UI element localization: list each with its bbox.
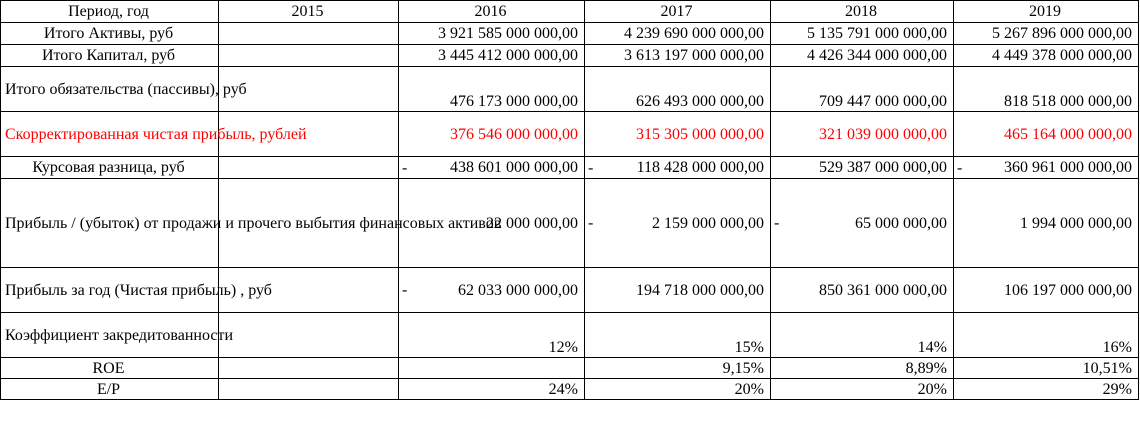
year-header-2019: 2019 xyxy=(954,1,1139,23)
negative-sign: - xyxy=(402,281,408,299)
value-cell: 376 546 000 000,00 xyxy=(399,112,585,157)
table-row xyxy=(1,45,1139,67)
value-cell xyxy=(219,268,399,313)
table-row xyxy=(1,179,1139,268)
value-cell: 3 445 412 000 000,00 xyxy=(399,45,585,67)
row-label: ROE xyxy=(1,358,219,379)
value-cell xyxy=(219,313,399,358)
value-cell xyxy=(219,67,399,112)
value-cell: 4 239 690 000 000,00 xyxy=(585,23,771,45)
value-cell: 5 267 896 000 000,00 xyxy=(954,23,1139,45)
row-label: Итого Активы, руб xyxy=(1,23,219,45)
value-cell xyxy=(771,179,954,268)
value-cell xyxy=(399,268,585,313)
value-cell: 106 197 000 000,00 xyxy=(954,268,1139,313)
value-cell xyxy=(399,358,585,379)
negative-sign: - xyxy=(588,159,594,176)
value-cell: 20% xyxy=(585,379,771,400)
row-label: Прибыль / (убыток) от продажи и прочего выбытия финансовых активов xyxy=(1,179,219,268)
value-cell: 16% xyxy=(954,313,1139,358)
value-cell xyxy=(219,45,399,67)
negative-sign: - xyxy=(402,159,408,176)
value-cell: 4 449 378 000 000,00 xyxy=(954,45,1139,67)
value-cell: 12% xyxy=(399,313,585,358)
value-cell: 476 173 000 000,00 xyxy=(399,67,585,112)
value-text: 65 000 000,00 xyxy=(855,214,947,232)
value-cell: 315 305 000 000,00 xyxy=(585,112,771,157)
value-cell: 3 613 197 000 000,00 xyxy=(585,45,771,67)
value-cell xyxy=(219,112,399,157)
value-cell: 10,51% xyxy=(954,358,1139,379)
row-label: Курсовая разница, руб xyxy=(1,157,219,179)
value-cell xyxy=(399,157,585,179)
value-cell xyxy=(219,358,399,379)
value-cell: 22 000 000,00 xyxy=(399,179,585,268)
row-label: Прибыль за год (Чистая прибыль) , руб xyxy=(1,268,219,313)
value-text: 2 159 000 000,00 xyxy=(652,214,764,232)
value-cell: 15% xyxy=(585,313,771,358)
row-label: Итого Капитал, руб xyxy=(1,45,219,67)
table-row xyxy=(1,67,1139,112)
year-header-2015: 2015 xyxy=(219,1,399,23)
value-cell: 5 135 791 000 000,00 xyxy=(771,23,954,45)
value-cell xyxy=(585,157,771,179)
row-label: Коэффициент закредитованности xyxy=(1,313,219,358)
value-cell: 850 361 000 000,00 xyxy=(771,268,954,313)
value-cell: 3 921 585 000 000,00 xyxy=(399,23,585,45)
value-cell: 9,15% xyxy=(585,358,771,379)
value-text: 360 961 000 000,00 xyxy=(1004,159,1132,176)
period-header: Период, год xyxy=(1,1,219,23)
row-label: Скорректированная чистая прибыль, рублей xyxy=(1,112,219,157)
value-cell xyxy=(585,179,771,268)
table-row xyxy=(1,379,1139,400)
value-cell: 465 164 000 000,00 xyxy=(954,112,1139,157)
value-cell: 1 994 000 000,00 xyxy=(954,179,1139,268)
value-cell: 709 447 000 000,00 xyxy=(771,67,954,112)
value-cell xyxy=(219,179,399,268)
negative-sign: - xyxy=(774,214,780,232)
value-cell xyxy=(954,157,1139,179)
row-label: Итого обязательства (пассивы), руб xyxy=(1,67,219,112)
value-cell: 29% xyxy=(954,379,1139,400)
value-cell: 24% xyxy=(399,379,585,400)
negative-sign: - xyxy=(957,159,963,176)
value-cell xyxy=(219,157,399,179)
table-row xyxy=(1,157,1139,179)
value-cell: 529 387 000 000,00 xyxy=(771,157,954,179)
value-cell: 818 518 000 000,00 xyxy=(954,67,1139,112)
year-header-2016: 2016 xyxy=(399,1,585,23)
table-row xyxy=(1,313,1139,358)
value-cell: 8,89% xyxy=(771,358,954,379)
value-cell: 626 493 000 000,00 xyxy=(585,67,771,112)
value-cell xyxy=(219,23,399,45)
negative-sign: - xyxy=(588,214,594,232)
table-row xyxy=(1,268,1139,313)
table-row xyxy=(1,358,1139,379)
value-cell: 4 426 344 000 000,00 xyxy=(771,45,954,67)
value-cell xyxy=(219,379,399,400)
year-header-2017: 2017 xyxy=(585,1,771,23)
value-cell: 20% xyxy=(771,379,954,400)
value-cell: 194 718 000 000,00 xyxy=(585,268,771,313)
table-row-highlighted xyxy=(1,112,1139,157)
year-header-2018: 2018 xyxy=(771,1,954,23)
value-cell: 321 039 000 000,00 xyxy=(771,112,954,157)
value-cell: 14% xyxy=(771,313,954,358)
table-row xyxy=(1,23,1139,45)
header-row xyxy=(1,1,1139,23)
row-label: E/P xyxy=(1,379,219,400)
value-text: 62 033 000 000,00 xyxy=(458,281,578,299)
value-text: 438 601 000 000,00 xyxy=(450,159,578,176)
value-text: 118 428 000 000,00 xyxy=(636,159,764,176)
